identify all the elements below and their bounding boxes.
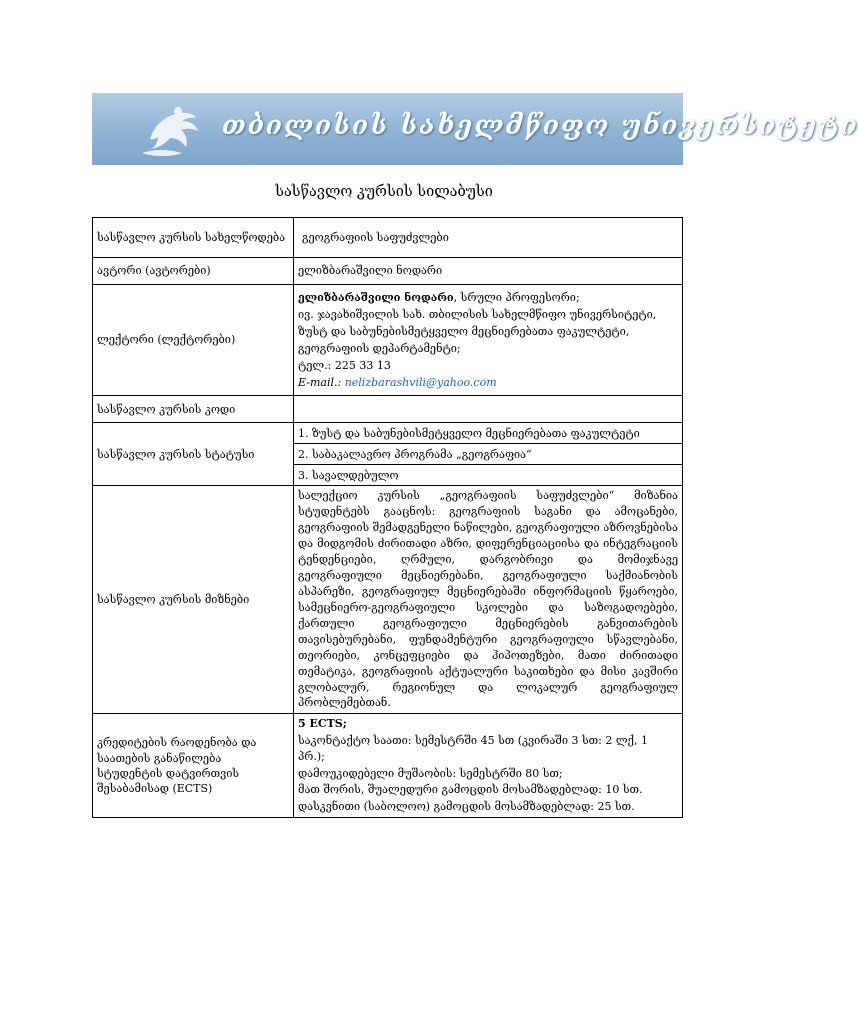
independent-hours: დამოუკიდებელი მუშაობის: სემესტრში 80 სთ; (298, 766, 563, 780)
page-title: სასწავლო კურსის სილაბუსი (275, 184, 493, 200)
email-label: E-mail.: (298, 376, 342, 390)
goals-row (93, 486, 683, 714)
status-item: 1. ზუსტ და საბუნებისმეტყველო მეცნიერებათა ფაკულტეტი (294, 423, 683, 444)
lecturer-title: , სრული პროფესორი; (453, 291, 580, 304)
credits-row (93, 714, 683, 818)
lecturer-university: ივ. ჯავახიშვილის სახ. თბილისის სახელმწიფო უნივერსიტეტი, (298, 308, 657, 322)
lecturer-info (294, 285, 683, 396)
university-name: თბილისის სახელმწიფო უნივერსიტეტი (222, 111, 859, 141)
lecturer-name: ელიზბარაშვილი ნოდარი (298, 291, 454, 304)
credits-info (294, 714, 683, 818)
lecturer-faculty: ზუსტ და საბუნებისმეტყველო მეცნიერებათა ფაკულტეტი, (298, 325, 630, 339)
course-code-label: სასწავლო კურსის კოდი (93, 396, 294, 423)
midterm-prep: მათ შორის, შუალედური გამოცდის მოსამზადებლად: 10 სთ. (298, 783, 643, 797)
lecturer-phone: ტელ.: 225 33 13 (298, 359, 391, 373)
final-prep: დასკვნითი (საბოლოო) გამოცდის მოსამზადებლად: 25 სთ. (298, 799, 635, 813)
email-link[interactable]: nelizbarashvili@yahoo.com (344, 376, 497, 390)
lecturer-label: ლექტორი (ლექტორები) (93, 285, 294, 396)
syllabus-table (92, 217, 683, 818)
lecturer-name-line (298, 289, 678, 306)
status-label: სასწავლო კურსის სტატუსი (93, 423, 294, 486)
credits-label: კრედიტების რაოდენობა და საათების განაწილება სტუდენტის დატვირთვის შესაბამისად (ECTS) (93, 714, 294, 818)
status-row-1 (93, 423, 683, 444)
author-label: ავტორი (ავტორები) (93, 258, 294, 285)
lecturer-department: გეოგრაფიის დეპარტამენტი; (298, 342, 461, 356)
course-code-value (294, 396, 683, 423)
contact-hours: საკონტაქტო საათი: სემესტრში 45 სთ (კვირაში 3 სთ: 2 ლქ, 1 პრ.); (298, 733, 648, 764)
course-code-row (93, 396, 683, 423)
course-name-label: სასწავლო კურსის სახელწოდება (93, 218, 294, 258)
course-name-value: გეოგრაფიის საფუძვლები (294, 218, 683, 258)
lecturer-email-line (298, 374, 678, 391)
author-row (93, 258, 683, 285)
status-item: 2. საბაკალავრო პროგრამა „გეოგრაფია“ (294, 444, 683, 465)
goals-text: სალექციო კურსის „გეოგრაფიის საფუძვლები“ მიზანია სტუდენტებს გააცნოს: გეოგრაფიის საგანი და ამოცანები, გეოგრაფიის შემადგენელი ნაწილები, გეოგრაფიული აზროვნებისა და მიდგომის ძირითადი აზრი, დიფერენციაციისა და ინტეგრაციის ტენდენციები, ღრმული, დარგობრივი და მომიჯნავე გეოგრაფიული მეცნიერებანი, გეოგრაფიული საქმიანობის ასპარეზი, გეოგრაფიულ მეცნიერებაში ინფორმაციის წყაროები, სამეცნიერო-გეოგრაფიული სკოლები და საზოგადოებები, ქართული გეოგრაფიული მეცნიერების განვითარების თავისებურებანი, ფუნდამენტური გეოგრაფიული სწავლებანი, თეორიები, კონცეფციები და ჰიპოთეზები, მათი ძირითადი თემატიკა, გეოგრაფიის აქტუალური საკითხები და მისი კავშირი გლობალურ, რეგიონულ და ლოკალურ გეოგრაფიულ პრობლემებთან. (294, 486, 683, 714)
university-banner (92, 93, 859, 165)
goals-label: სასწავლო კურსის მიზნები (93, 486, 294, 714)
status-item: 3. სავალდებულო (294, 465, 683, 486)
course-name-row (93, 218, 683, 258)
author-value: ელიზბარაშვილი ნოდარი (294, 258, 683, 285)
university-logo-icon (136, 99, 216, 161)
lecturer-row (93, 285, 683, 396)
ects-value: 5 ECTS; (298, 717, 347, 731)
